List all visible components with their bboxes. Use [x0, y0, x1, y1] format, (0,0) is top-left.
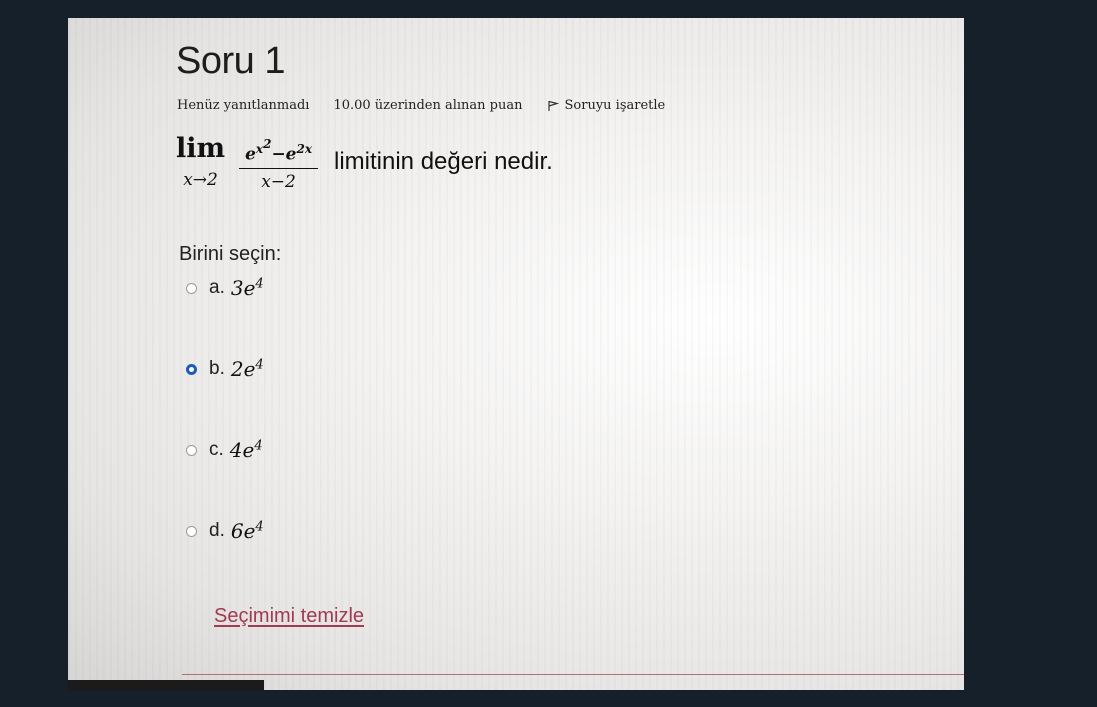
option-value: $3e^4$	[230, 276, 264, 300]
flag-icon	[547, 100, 559, 112]
option-d[interactable]	[186, 519, 264, 543]
lim-word: lim	[176, 133, 226, 165]
flag-question-button[interactable]	[547, 98, 666, 113]
quiz-photo	[68, 18, 964, 690]
radio-b[interactable]	[186, 364, 197, 375]
question-text	[176, 133, 553, 192]
radio-d[interactable]	[186, 526, 197, 537]
taskbar-strip	[68, 680, 264, 690]
option-letter: a.	[209, 277, 225, 298]
flag-question-label: Soruyu işaretle	[564, 98, 666, 113]
limit-expression	[176, 134, 225, 190]
question-sentence: limitinin değeri nedir.	[334, 148, 553, 176]
score-info: 10.00 üzerinden alınan puan	[333, 98, 523, 113]
radio-a[interactable]	[186, 283, 197, 294]
option-b[interactable]	[186, 357, 264, 381]
radio-c[interactable]	[186, 445, 197, 456]
option-letter: b.	[209, 358, 225, 379]
option-value: $4e^4$	[229, 438, 263, 462]
fraction	[239, 133, 318, 192]
answer-status: Henüz yanıtlanmadı	[177, 98, 310, 113]
option-letter: d.	[209, 520, 225, 541]
answer-prompt: Birini seçin:	[179, 243, 282, 265]
question-title: Soru 1	[176, 40, 285, 82]
option-letter: c.	[209, 439, 224, 460]
option-value: $6e^4$	[230, 519, 264, 543]
question-info	[177, 98, 665, 113]
option-a[interactable]	[186, 276, 264, 300]
option-c[interactable]	[186, 438, 263, 462]
clear-selection-link[interactable]: Seçimimi temizle	[214, 605, 365, 627]
lim-subscript: x→2	[183, 170, 218, 191]
fraction-denominator: x−2	[261, 171, 296, 192]
fraction-numerator: $e^{x^2}-e^{2x}$	[239, 133, 318, 169]
divider	[182, 674, 964, 675]
option-value: $2e^4$	[230, 357, 264, 381]
